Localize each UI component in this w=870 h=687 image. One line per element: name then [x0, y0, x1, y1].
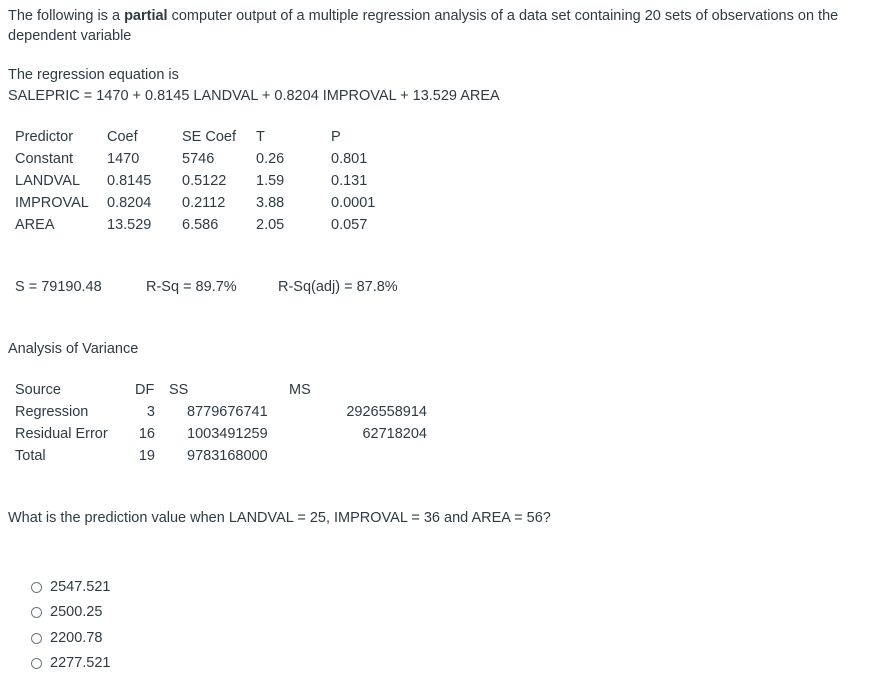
intro-text-before: The following is a	[8, 8, 125, 24]
anova-row-residual-df: 16	[138, 426, 155, 442]
coef-row-landval-p: 0.131	[331, 173, 368, 189]
answer-option-1[interactable]	[31, 577, 110, 597]
anova-row-regression-ms: 2926558914	[346, 404, 427, 420]
answer-option-4[interactable]	[31, 653, 110, 673]
anova-header-source: Source	[15, 382, 61, 398]
coef-row-landval-predictor: LANDVAL	[15, 173, 81, 189]
coef-header-p: P	[331, 129, 341, 145]
anova-row-regression-source: Regression	[15, 404, 89, 420]
intro-text-after: computer output of a multiple regression analysis of a data set containing 20 sets of observations on the dependent variable	[8, 8, 839, 44]
coef-row-constant-p: 0.801	[331, 151, 368, 167]
coef-row-improval-p: 0.0001	[331, 195, 376, 211]
stat-s: S = 79190.48	[15, 279, 102, 295]
coef-row-improval-se: 0.2112	[182, 195, 226, 211]
intro-bold-word: partial	[124, 8, 168, 24]
coef-row-area-t: 2.05	[256, 217, 285, 233]
coef-header-se-coef: SE Coef	[182, 129, 236, 145]
coef-row-constant-se: 5746	[182, 151, 215, 167]
coef-row-constant-coef: 1470	[107, 151, 140, 167]
anova-row-residual-ss: 1003491259	[187, 426, 268, 442]
coef-row-improval-t: 3.88	[256, 195, 285, 211]
anova-row-residual-ms: 62718204	[362, 426, 427, 442]
coef-row-area-predictor: AREA	[15, 217, 55, 233]
question-intro	[8, 6, 858, 46]
answer-option-label: 2547.521	[50, 579, 111, 595]
answer-option-2[interactable]	[31, 602, 102, 622]
stat-r-sq: R-Sq = 89.7%	[146, 279, 237, 295]
answer-option-label: 2200.78	[50, 630, 103, 646]
answer-option-label: 2500.25	[50, 604, 103, 620]
anova-header-ms: MS	[289, 382, 311, 398]
equation-heading: The regression equation is	[8, 67, 179, 83]
coef-row-improval-predictor: IMPROVAL	[15, 195, 89, 211]
anova-row-total-df: 19	[138, 448, 155, 464]
coef-row-area-se: 6.586	[182, 217, 219, 233]
radio-button[interactable]	[31, 607, 42, 618]
coef-header-t: T	[256, 129, 265, 145]
anova-header-df: DF	[135, 382, 155, 398]
coef-row-constant-predictor: Constant	[15, 151, 74, 167]
radio-button[interactable]	[31, 633, 42, 644]
answer-option-label: 2277.521	[50, 655, 111, 671]
stat-r-sq-adj: R-Sq(adj) = 87.8%	[278, 279, 398, 295]
anova-row-total-ss: 9783168000	[187, 448, 268, 464]
coef-row-area-p: 0.057	[331, 217, 368, 233]
prediction-question: What is the prediction value when LANDVAL = 25, IMPROVAL = 36 and AREA = 56?	[8, 510, 551, 526]
anova-row-regression-df: 3	[146, 404, 155, 420]
coef-row-area-coef: 13.529	[107, 217, 152, 233]
coef-header-predictor: Predictor	[15, 129, 74, 145]
anova-title: Analysis of Variance	[8, 341, 139, 357]
coef-row-constant-t: 0.26	[256, 151, 285, 167]
coef-row-landval-coef: 0.8145	[107, 173, 152, 189]
anova-header-ss: SS	[169, 382, 189, 398]
coef-header-coef: Coef	[107, 129, 138, 145]
radio-button[interactable]	[31, 582, 42, 593]
regression-equation: SALEPRIC = 1470 + 0.8145 LANDVAL + 0.8204 IMPROVAL + 13.529 AREA	[8, 88, 500, 104]
coef-row-landval-t: 1.59	[256, 173, 285, 189]
anova-row-total-source: Total	[15, 448, 46, 464]
answer-option-3[interactable]	[31, 628, 102, 648]
coef-row-landval-se: 0.5122	[182, 173, 227, 189]
anova-row-residual-source: Residual Error	[15, 426, 108, 442]
anova-row-regression-ss: 8779676741	[187, 404, 268, 420]
coef-row-improval-coef: 0.8204	[107, 195, 152, 211]
radio-button[interactable]	[31, 658, 42, 669]
